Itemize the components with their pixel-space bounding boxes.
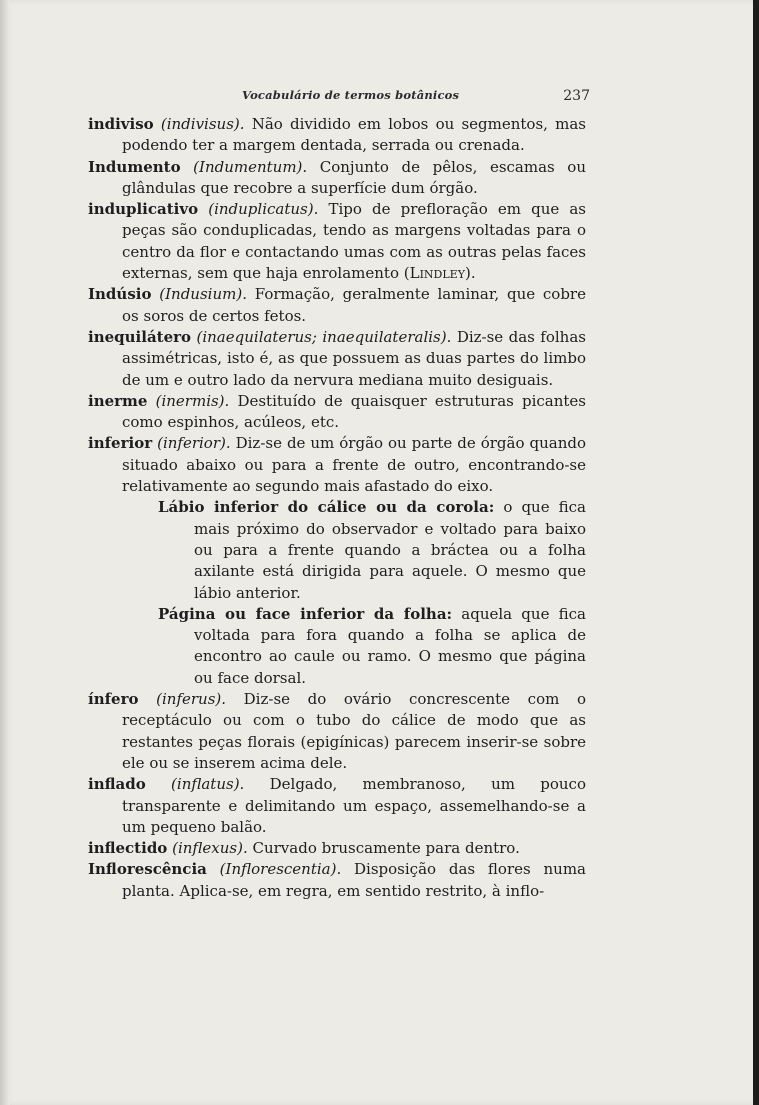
entry-definition: Diz-se de um órgão ou parte de órgão quando situado abaixo ou para a frente de outro, encontrando-se relativamente ao segundo mais afastado do eixo. [122,434,586,496]
glossary-entry [88,689,586,774]
entry-definition: Diz-se do ovário concrescente com o receptáculo ou com o tubo do cálice de modo que as restantes peças florais (epigínicas) parecem inserir-se sobre ele ou se inserem acima dele. [122,690,586,772]
glossary-entry [88,199,586,284]
entry-headword: Indumento [88,157,181,176]
glossary-entry [88,391,586,434]
glossary-entry [88,433,586,497]
entry-headword: inflado [88,775,146,794]
entry-headword: inferior [88,434,153,453]
entry-latin: (inermis). [155,391,230,410]
entry-latin: (inflatus). [171,775,245,794]
entry-latin: (Inflorescentia). [219,860,342,879]
page-number: 237 [563,88,590,104]
entry-headword: Inflorescência [88,860,207,879]
entry-headword: inerme [88,391,148,410]
glossary-entry [88,838,586,859]
entry-latin: (inferior). [157,434,231,453]
entry-headword: indiviso [88,115,154,133]
subentry-definition: o que fica mais próximo do observador e voltado para baixo ou para a frente quando a bráctea ou a folha axilante está dirigida para aquele. O mesmo que lábio anterior. [194,498,587,602]
entry-latin: (induplicatus). [208,200,319,219]
glossary-subentry [88,604,586,689]
entry-definition: Formação, geralmente laminar, que cobre os soros de certos fetos. [122,285,586,325]
entry-definition: Delgado, membranoso, um pouco transparente e delimitando um espaço, assemelhando-se a um pequeno balão. [122,775,586,836]
entry-definition: Não dividido em lobos ou segmentos, mas podendo ter a margem dentada, serrada ou crenada. [122,115,586,155]
glossary-body [88,114,586,902]
entry-definition: Conjunto de pêlos, escamas ou glândulas que recobre a superfície dum órgão. [122,157,586,197]
entry-latin: (inflexus). [172,839,248,858]
page-gutter-shadow [0,0,10,1105]
entry-latin: (inaequilaterus; inaequilateralis). [196,327,452,346]
entry-definition-end: ). [464,264,476,283]
entry-headword: induplicativo [88,200,199,219]
entry-authority: Lindley [409,264,465,283]
subentry-term: Página ou face inferior da folha: [158,604,453,623]
entry-definition: Disposição das flores numa planta. Aplica-se, em regra, em sentido restrito, à inflo- [122,860,586,900]
entry-latin: (Indumentum). [193,157,308,176]
entry-headword: inequilátero [88,327,192,346]
glossary-entry [88,284,586,327]
entry-latin: (Indusium). [159,285,247,304]
glossary-entry [88,859,586,902]
running-title: Vocabulário de termos botânicos [242,88,460,102]
glossary-entry [88,157,586,200]
entry-latin: (indivisus). [160,115,245,133]
entry-definition: Curvado bruscamente para dentro. [247,839,520,858]
glossary-entry [88,774,586,838]
entry-latin: (inferus). [156,690,227,709]
entry-headword: ínfero [88,690,139,709]
entry-definition: Destituído de quaisquer estruturas picantes como espinhos, acúleos, etc. [122,391,586,432]
subentry-definition: aquela que fica voltada para fora quando a folha se aplica de encontro ao caule ou ramo. O mesmo que página ou face dorsal. [194,604,586,687]
glossary-subentry [88,497,586,603]
entry-headword: Indúsio [88,285,152,304]
entry-definition: Tipo de prefloração em que as peças são conduplicadas, tendo as margens voltadas para o centro da flor e contactando umas com as outras pelas faces externas, sem que haja enrolamento ( [122,200,586,283]
subentry-term: Lábio inferior do cálice ou da corola: [158,498,495,517]
entry-headword: inflectido [88,839,168,858]
glossary-entry [88,114,586,157]
glossary-entry [88,327,586,391]
entry-definition: Diz-se das folhas assimétricas, isto é, as que possuem as duas partes do limbo de um e outro lado da nervura mediana muito desiguais. [122,327,586,389]
